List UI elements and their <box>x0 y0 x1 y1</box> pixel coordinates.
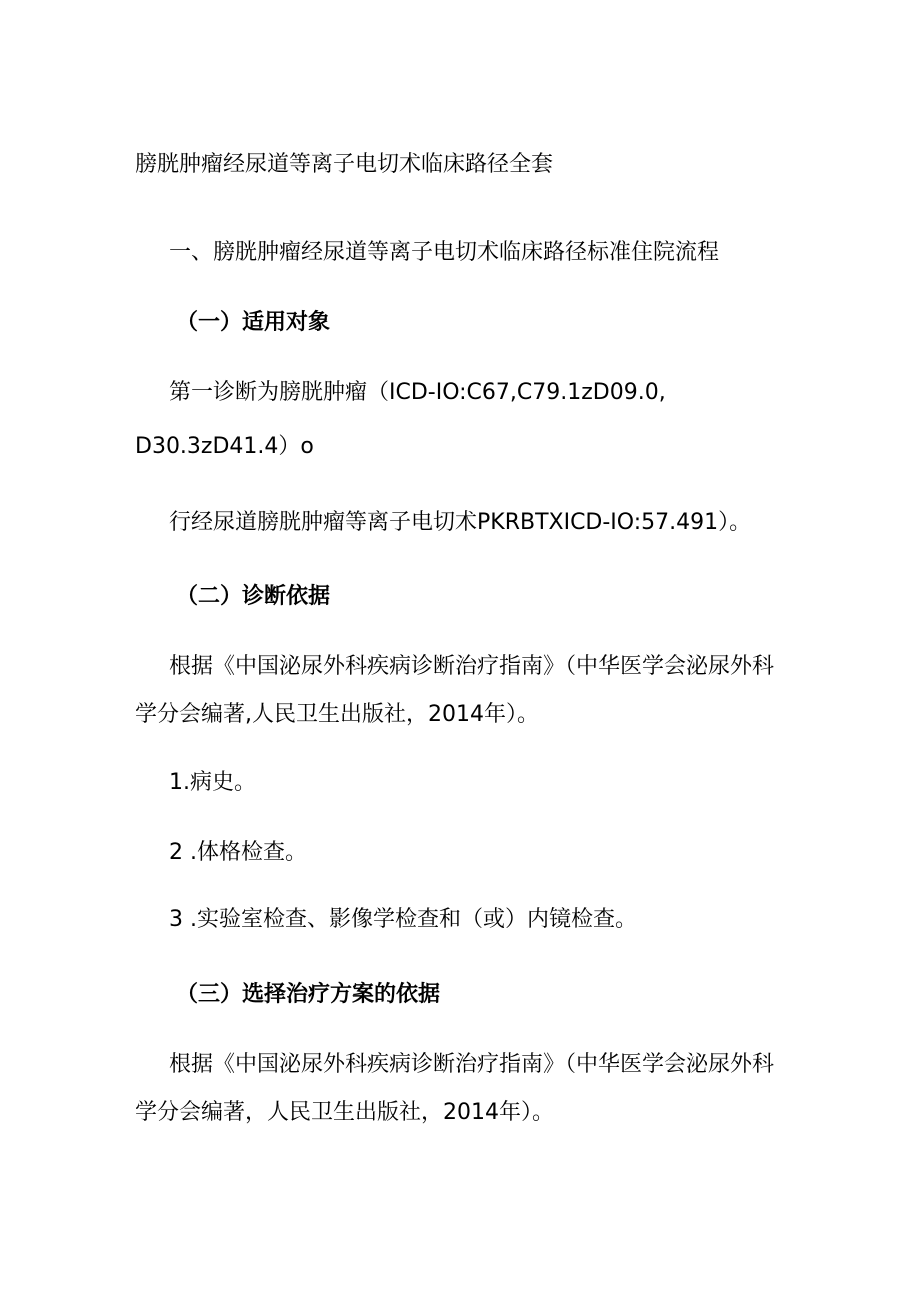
procedure-paragraph: 行经尿道膀胱肿瘤等离子电切术PKRBTXICD-IO:57.491）。 <box>169 510 752 535</box>
guideline-reference-line-2: 学分会编著,人民卫生出版社，2014年）。 <box>135 702 539 727</box>
subsection-heading-treatment-basis: （三）选择治疗方案的依据 <box>176 982 441 1007</box>
guideline-reference-line-1: 根据《中国泌尿外科疾病诊断治疗指南》（中华医学会泌尿外科 <box>169 654 775 679</box>
subsection-heading-applicable-objects: （一）适用对象 <box>176 310 331 335</box>
list-item: 3 .实验室检查、影像学检查和（或）内镜检查。 <box>169 907 637 932</box>
subsection-heading-diagnostic-basis: （二）诊断依据 <box>176 584 331 609</box>
treatment-reference-line-2: 学分会编著，人民卫生出版社，2014年）。 <box>135 1100 554 1125</box>
diagnosis-paragraph-line-2: D30.3zD41.4）o <box>135 434 314 459</box>
list-item: 2 .体格检查。 <box>169 840 307 865</box>
document-title: 膀胱肿瘤经尿道等离子电切术临床路径全套 <box>135 152 554 177</box>
diagnosis-paragraph-line-1: 第一诊断为膀胱肿瘤（ICD-IO:C67,C79.1zD09.0, <box>169 380 666 405</box>
treatment-reference-line-1: 根据《中国泌尿外科疾病诊断治疗指南》（中华医学会泌尿外科 <box>169 1052 775 1077</box>
list-item: 1.病史。 <box>169 770 256 795</box>
section-heading-standard-admission-process: 一、膀胱肿瘤经尿道等离子电切术临床路径标准住院流程 <box>169 240 720 265</box>
